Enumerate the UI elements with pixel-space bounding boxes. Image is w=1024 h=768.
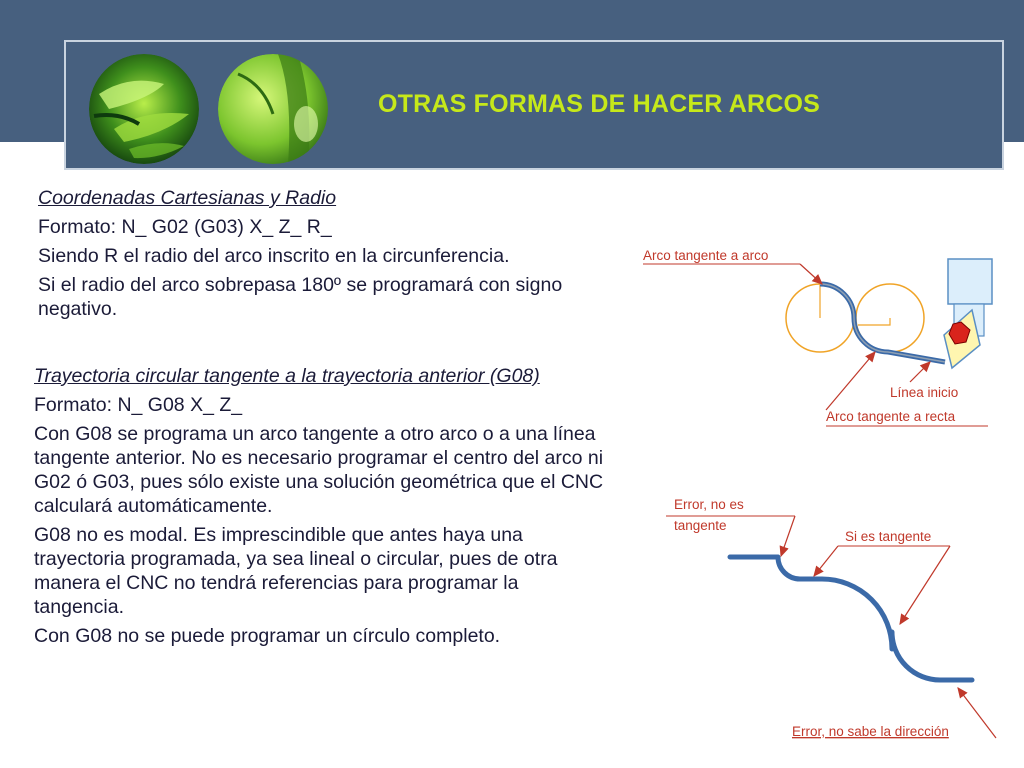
label-is-tangent: Si es tangente — [845, 529, 932, 544]
negative-radius-note: Si el radio del arco sobrepasa 180º se programará con signo negativo. — [38, 274, 563, 320]
g08-paragraph-2: G08 no es modal. Es imprescindible que antes haya una trayectoria programada, ya sea lineal o circular, pues de otra manera el CNC no tendrá referencias para programar la tangencia. — [34, 524, 558, 618]
label-error-not-tangent-line2: tangente — [674, 518, 727, 533]
section-heading-g08: Trayectoria circular tangente a la trayectoria anterior (G08) — [34, 365, 540, 387]
radius-definition: Siendo R el radio del arco inscrito en la circunferencia. — [38, 245, 510, 267]
label-arc-to-line: Arco tangente a recta — [826, 409, 956, 424]
tool-holder — [948, 259, 992, 304]
g08-paragraph-1: Con G08 se programa un arco tangente a otro arco o a una línea tangente anterior. No es necesario programar el centro del arco ni G02 ó G03, pues sólo existe una solución geométrica que el CNC calculará automáticamente. — [34, 423, 604, 517]
tool-path — [820, 284, 945, 362]
g08-example-path — [730, 557, 972, 680]
label-arc-to-arc: Arco tangente a arco — [643, 248, 769, 263]
top-diagram — [643, 248, 992, 426]
bottom-diagram — [666, 497, 996, 739]
g08-paragraph-3: Con G08 no se puede programar un círculo completo. — [34, 625, 501, 647]
format-line-cartesian: Formato: N_ G02 (G03) X_ Z_ R_ — [38, 216, 332, 238]
format-line-g08: Formato: N_ G08 X_ Z_ — [34, 394, 243, 416]
section-heading-cartesian: Coordenadas Cartesianas y Radio — [38, 187, 337, 209]
label-error-direction: Error, no sabe la dirección — [792, 724, 949, 739]
page-title: OTRAS FORMAS DE HACER ARCOS — [378, 90, 820, 118]
label-start-line: Línea inicio — [890, 385, 959, 400]
label-error-not-tangent-line1: Error, no es — [674, 497, 744, 512]
